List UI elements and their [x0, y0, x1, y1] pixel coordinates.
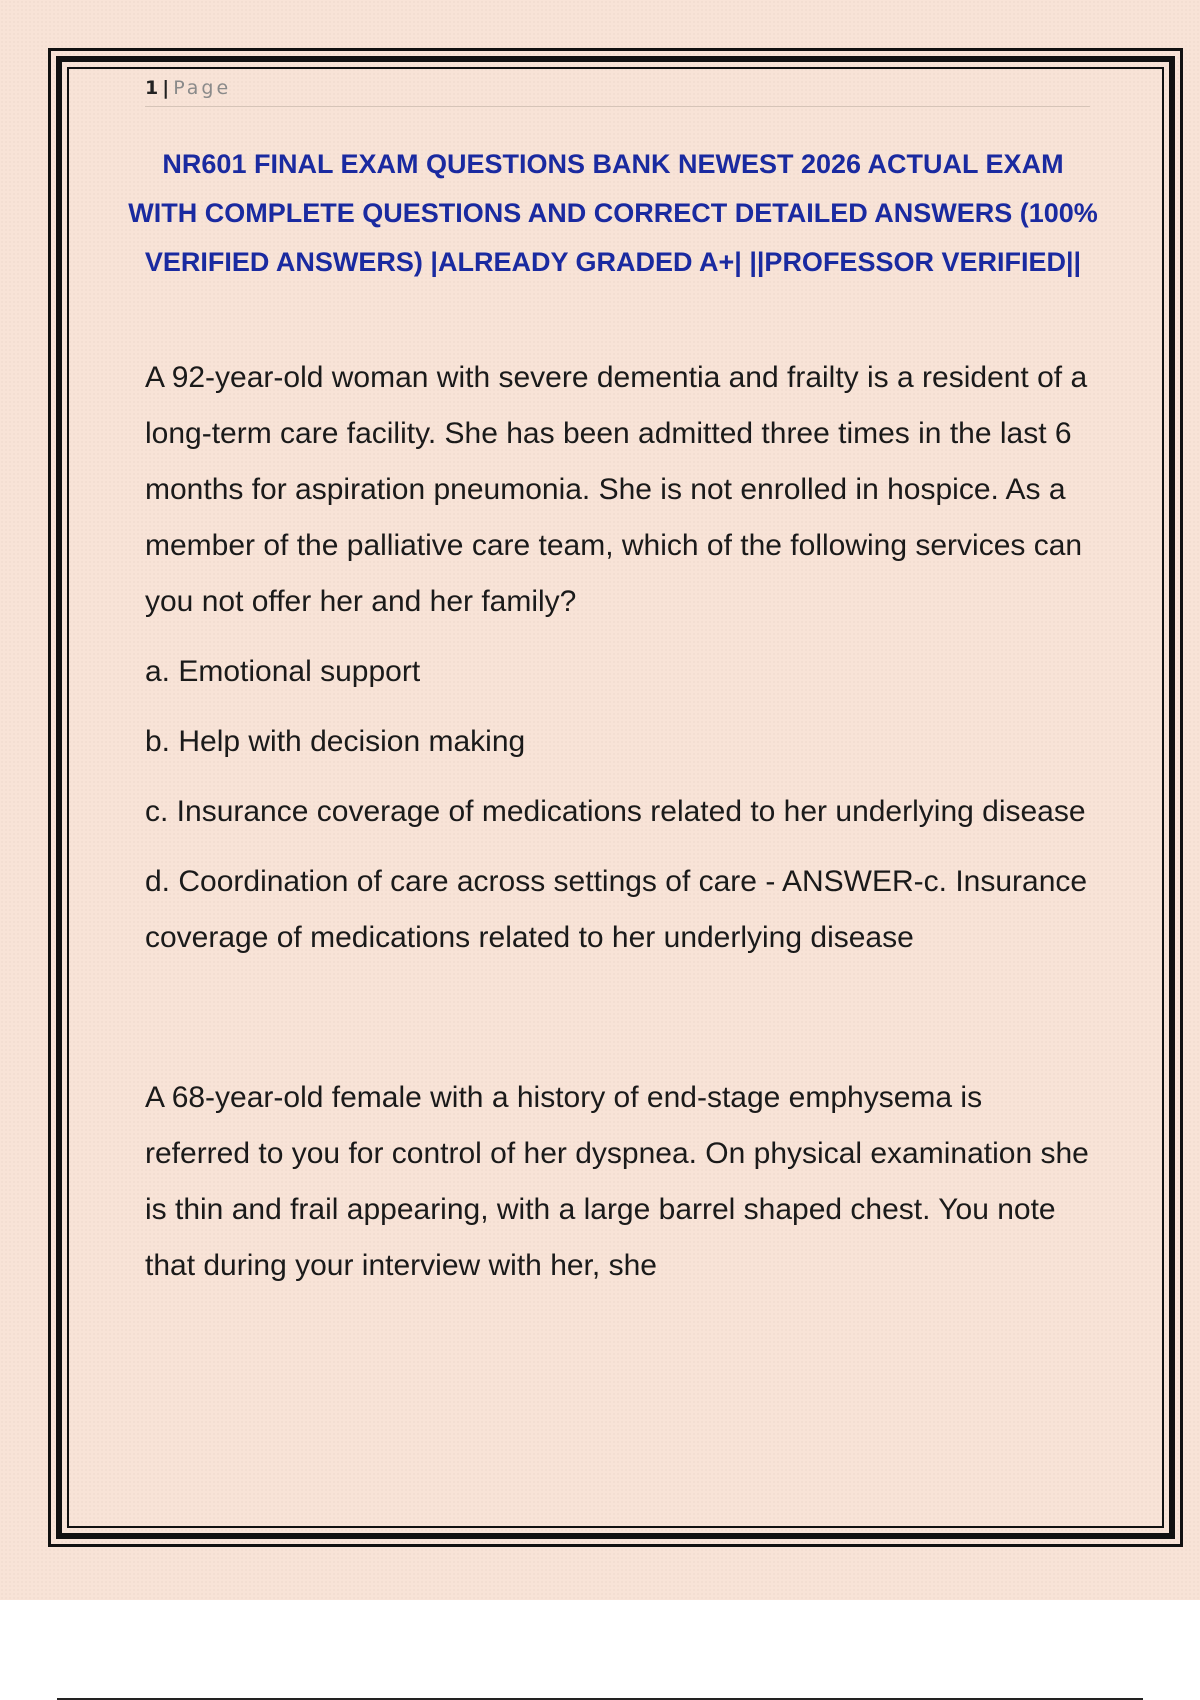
page-number: 1 [145, 77, 159, 99]
question-1-option-d-answer: d. Coordination of care across settings of care - ANSWER-c. Insurance coverage of medications related to her underlying disease [145, 865, 1088, 954]
question-2-stem: A 68-year-old female with a history of end-stage emphysema is referred to you for control of her dyspnea. On physical examination she is thin and frail appearing, with a large barrel shaped chest. You note that during your interview with her, she [145, 1081, 1089, 1282]
question-1-option-b: b. Help with decision making [145, 725, 526, 758]
question-spacer [145, 980, 1090, 1070]
page-separator: | [162, 77, 170, 99]
question-1-option-c: c. Insurance coverage of medications related to her underlying disease [145, 795, 1086, 828]
exam-title: NR601 FINAL EXAM QUESTIONS BANK NEWEST 2026 ACTUAL EXAM WITH COMPLETE QUESTIONS AND CORRECT DETAILED ANSWERS (100% VERIFIED ANSWERS) |ALREADY GRADED A+| ||PROFESSOR VERIFIED|| [128, 149, 1098, 277]
page-label: Page [173, 77, 232, 99]
question-1-stem: A 92-year-old woman with severe dementia and frailty is a resident of a long-term care facility. She has been admitted three times in the last 6 months for aspiration pneumonia. She is not enrolled in hospice. As a member of the palliative care team, which of the following services can you not offer her and her family? [145, 361, 1088, 618]
document-content [145, 350, 1090, 1308]
page-header [145, 76, 1090, 107]
question-1-option-a: a. Emotional support [145, 655, 421, 688]
